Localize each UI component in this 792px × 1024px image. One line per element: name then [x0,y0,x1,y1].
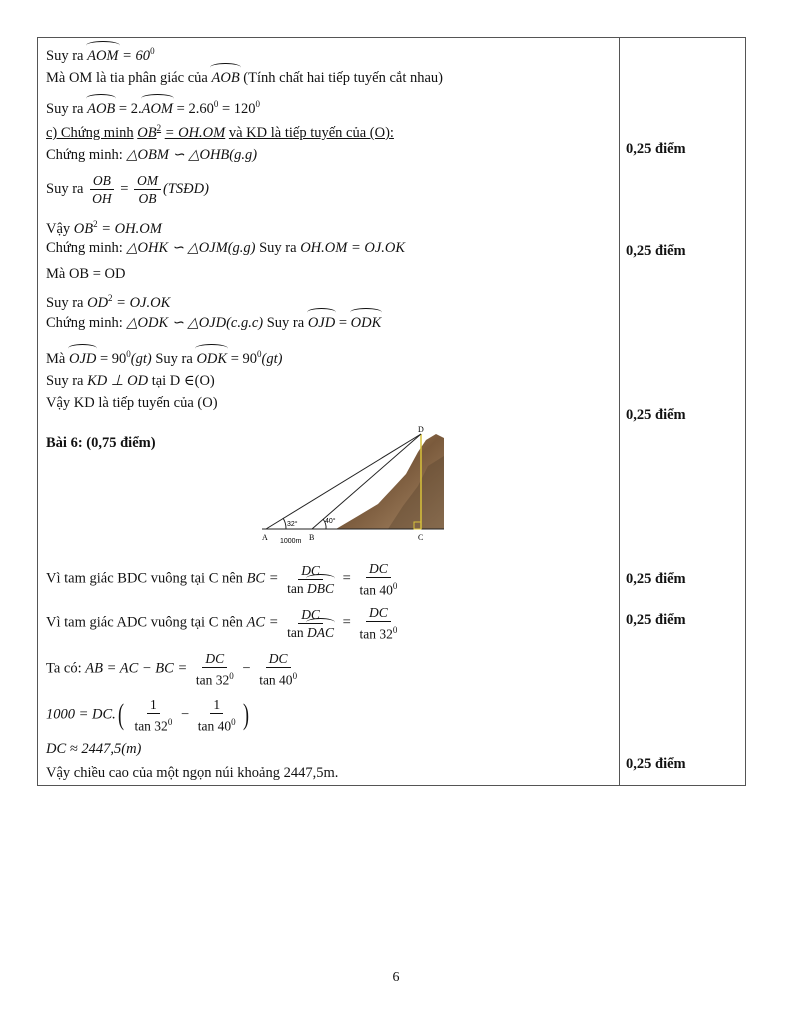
line-dc-value [46,740,141,758]
text: = [342,570,351,587]
degree: 0 [213,99,219,109]
text: = 2. [118,100,142,117]
text: = 120 [221,100,256,117]
fraction [284,606,337,641]
text: Suy ra [46,47,84,64]
degree: 0 [126,349,131,359]
text: tan [287,624,304,640]
angle-aom: AOM [141,100,174,117]
text: tan 32 [195,672,230,688]
degree: 0 [392,625,398,635]
text: Ta có: [46,660,82,677]
line-ob-od: Mà OB = OD [46,266,126,282]
text: Suy ra [46,373,84,389]
score-3: 0,25 điểm [626,407,686,423]
line-aob-value [46,95,260,118]
fraction [256,650,300,689]
distance-label: 1000m [280,538,302,544]
angle-ojd: OJD [68,350,97,367]
text: (g.g) [229,147,258,163]
text: Mà OM là tia phân giác của [46,70,208,86]
angle-ojd: OJD [307,315,336,331]
text: = OH.OM [101,220,162,237]
text: Suy ra [155,350,193,367]
text: = [342,614,351,631]
degree: 0 [231,717,236,727]
text: c) Chứng minh [46,124,134,141]
line-right-angle [46,345,282,368]
text: Mà [46,350,66,367]
text: Vì tam giác ADC vuông tại C nên [46,614,243,631]
numerator: DC [366,560,391,578]
text: tan 40 [197,718,232,734]
line-part-c [46,119,394,142]
denominator [356,622,400,643]
text: AC = [246,614,279,631]
text: △OHK ∽ △OJM [126,240,228,256]
label-a: A [262,533,268,542]
line-final-answer: Vậy chiều cao của một ngọn núi khoảng 2447,5m. [46,765,339,781]
text: (gt) [130,350,152,367]
text: Vậy [46,220,71,237]
text: tan 40 [359,582,393,598]
score-4: 0,25 điểm [626,571,686,587]
page-number: 6 [392,970,400,985]
column-divider [619,38,620,785]
denominator [195,714,239,735]
degree: 0 [255,99,261,109]
text: Chứng minh: [46,240,123,256]
text: OB [137,124,157,141]
angle-arc-a [283,518,286,529]
line-ac [46,604,402,643]
numerator: 1 [147,696,160,714]
numerator: DC [366,604,391,622]
text: Suy ra [46,180,84,197]
line-bc [46,560,402,599]
fraction [356,560,400,599]
text: = [120,180,129,197]
line-conclusion-1 [46,215,162,238]
text: OH.OM = OJ.OK [300,240,406,256]
text: (gt) [261,350,283,367]
fraction [131,696,175,735]
label-b: B [309,533,315,542]
fraction [356,604,400,643]
line-od-squared [46,289,170,312]
denominator [256,668,300,689]
square: 2 [108,293,113,303]
fraction [89,172,115,207]
angle-aob: AOB [211,70,240,86]
angle-dac: DAC [307,624,335,640]
text: Suy ra [266,315,305,331]
denominator [356,578,400,599]
text: và KD là tiếp tuyến của (O): [228,124,394,141]
numerator: DC [266,650,291,668]
text: (g.g) [227,240,256,256]
score-1: 0,25 điểm [626,141,686,157]
denominator [193,668,237,689]
text: KD ⊥ OD [87,373,149,389]
text: Suy ra [259,240,297,256]
numerator: OM [134,172,161,190]
score-2: 0,25 điểm [626,243,686,259]
mountain-figure [258,426,448,544]
text: Suy ra [46,100,84,117]
numerator: DC [202,650,227,668]
angle-aom: AOM [87,47,119,64]
label-d: D [418,426,424,434]
line-similar-2 [46,239,405,257]
square: 2 [156,123,162,133]
numerator: 1 [210,696,223,714]
score-5: 0,25 điểm [626,612,686,628]
line-bisector [46,69,443,87]
text: (c.g.c) [226,315,264,331]
degree: 0 [167,717,173,727]
numerator: OB [90,172,114,190]
denominator [284,580,337,597]
text: = 90 [230,350,258,367]
line-ratio [46,172,209,207]
text: △OBM ∽ △OHB [126,147,230,163]
text: BC = [246,570,279,587]
line-similar-3 [46,314,381,332]
text: Chứng minh: [46,315,123,331]
numerator: DC [298,606,323,624]
label-c: C [418,533,424,542]
text: AB = AC − BC = [85,660,188,677]
denominator [131,714,175,735]
text: = 2.60 [176,100,214,117]
line-1000: 1000 = DC.( $\frac{1}{\tan 32^0}$ − $\frac{1}{\tan 40^0}$ ) [46,697,249,734]
score-6: 0,25 điểm [626,756,686,772]
line-ab: Ta có: AB = AC − BC = $\frac{DC}{\tan 32^0}$ − $\frac{DC}{\tan 40^0}$ [46,650,302,689]
numerator: DC [298,562,323,580]
angle-b-label: 40° [325,518,336,525]
degree: 0 [292,671,298,681]
degree: 0 [257,349,262,359]
line-similar-1 [46,146,257,164]
text: = 60 [122,47,151,64]
text: tan 32 [359,626,393,642]
degree: 0 [392,581,398,591]
exercise-6-title: Bài 6: (0,75 điểm) [46,435,156,451]
text: 1000 = DC. [46,706,116,723]
denominator: OB [138,191,157,206]
text: Chứng minh: [46,147,123,163]
denominator: OH [92,191,112,206]
line-tangent-conclusion: Vậy KD là tiếp tuyến của (O) [46,395,218,411]
angle-odk: ODK [350,315,382,331]
text: DC ≈ 2447,5 [46,741,122,757]
angle-dbc: DBC [307,580,335,596]
text: tại D ∈(O) [151,373,215,389]
fraction [284,562,337,597]
square: 2 [93,219,98,229]
text: OB [73,220,94,237]
line-aom [46,42,155,65]
angle-aob: AOB [87,100,116,117]
text: △ODK ∽ △OJD [126,315,227,331]
text: = OJ.OK [116,294,171,311]
text: (Tính chất hai tiếp tuyến cắt nhau) [243,70,443,86]
text: Suy ra [46,294,84,311]
text: tan 40 [259,672,293,688]
text: tan [287,580,304,596]
fraction [134,172,161,207]
degree: 0 [229,671,234,681]
fraction [195,696,239,735]
angle-odk: ODK [196,350,228,367]
text: tan 32 [134,718,168,734]
line-perpendicular [46,372,215,390]
answer-table [37,37,746,786]
text: (TSĐD) [163,180,209,197]
text: Vì tam giác BDC vuông tại C nên [46,570,243,587]
text: (m) [121,741,142,757]
fraction [193,650,237,689]
denominator [284,624,337,641]
text: = [338,315,348,331]
text: OD [87,294,109,311]
degree: 0 [150,46,155,56]
text: = 90 [99,350,127,367]
angle-a-label: 32° [287,521,298,528]
text: = OH.OM [164,124,226,141]
